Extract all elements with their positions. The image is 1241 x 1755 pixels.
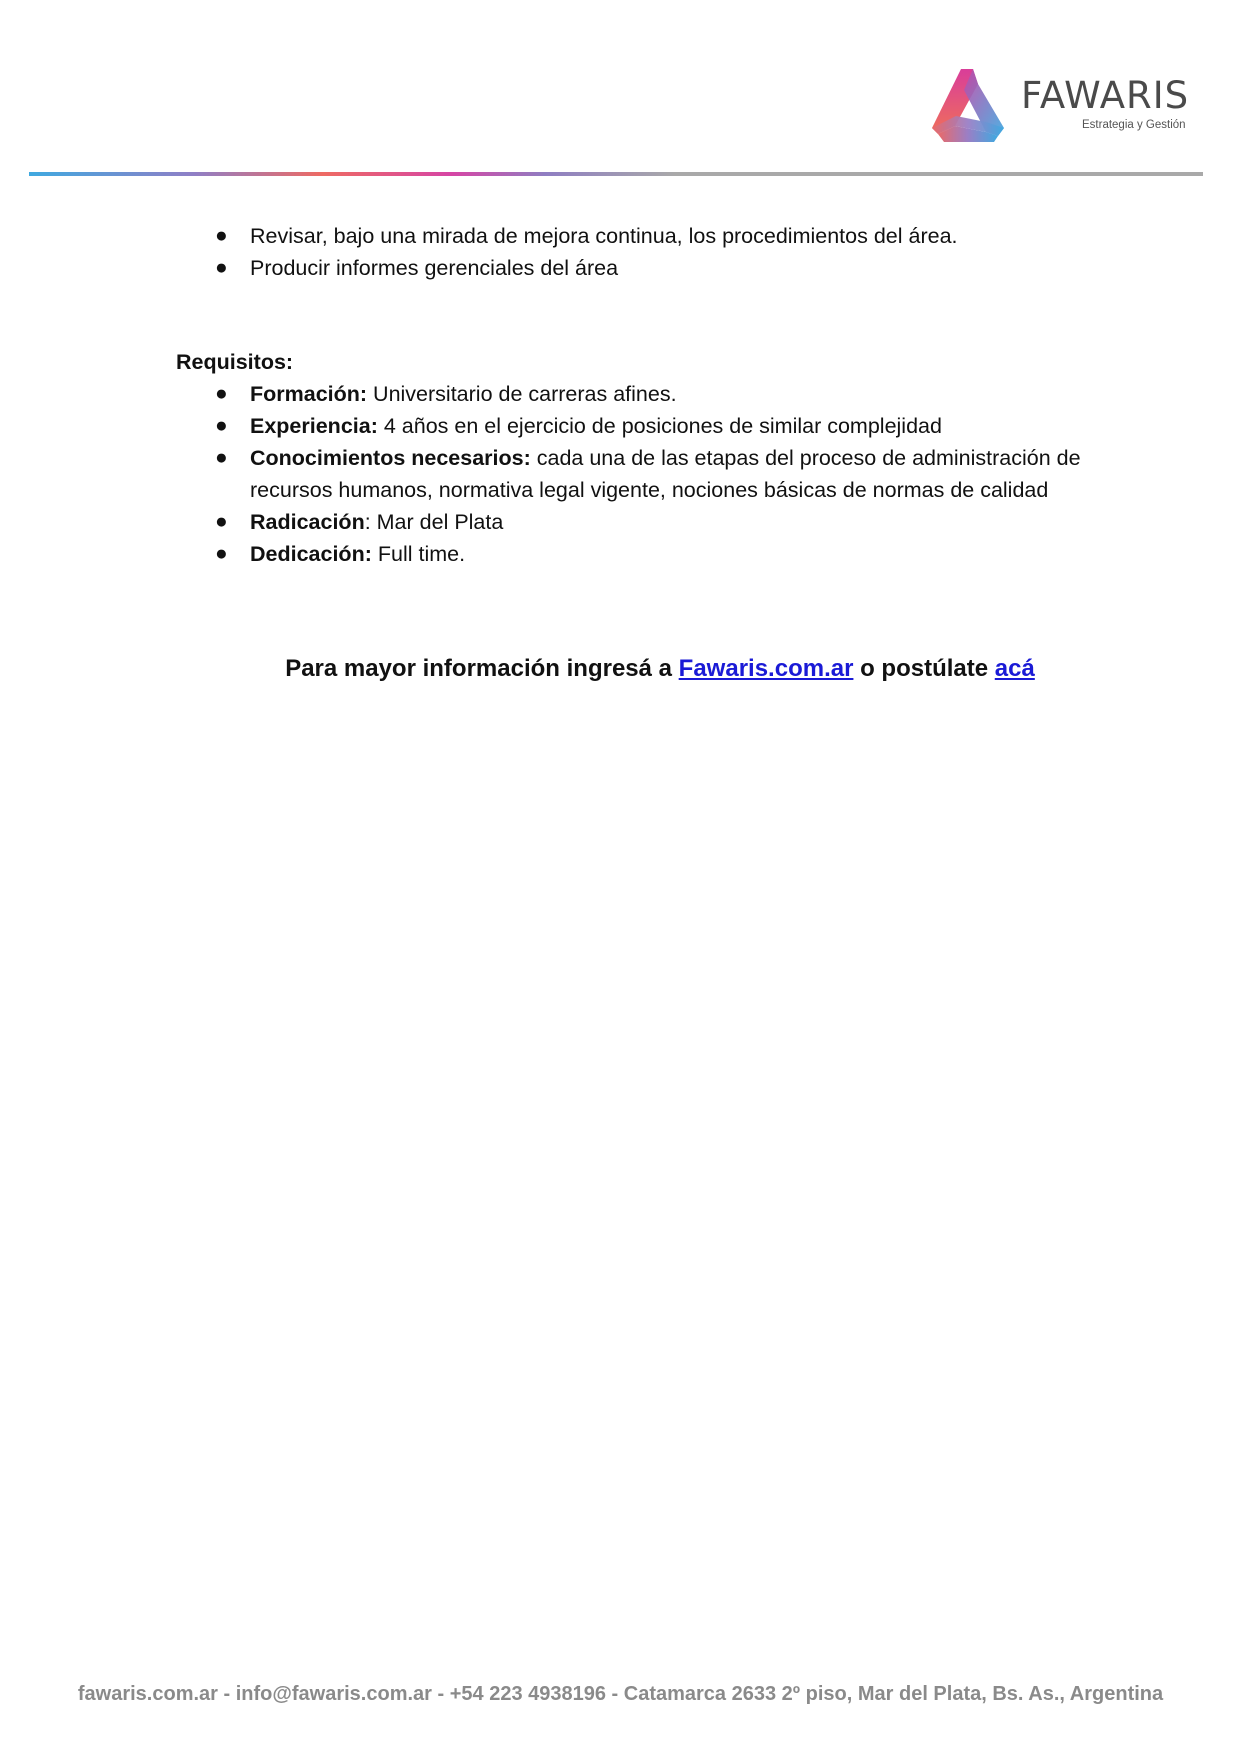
fawaris-logo <box>928 66 1198 146</box>
requirement-label: Formación: <box>250 382 368 406</box>
bullet-icon: ● <box>215 382 228 405</box>
requirement-value: Full time. <box>371 542 466 566</box>
requirement-conocimientos <box>176 442 1156 506</box>
cta-middle: o postúlate <box>853 655 995 682</box>
apply-here-link[interactable]: acá <box>994 655 1035 682</box>
cta-prefix: Para mayor información ingresá a <box>285 655 679 682</box>
bullet-icon: ● <box>215 256 228 279</box>
list-item-text: Revisar, bajo una mirada de mejora continua, los procedimientos del área. <box>250 224 958 248</box>
fawaris-website-link[interactable]: Fawaris.com.ar <box>678 655 854 682</box>
requirement-label: Dedicación: <box>250 542 372 566</box>
document-body <box>176 220 1156 570</box>
requirement-radicacion <box>176 506 1156 538</box>
requirement-value: cada una de las etapas del proceso de administración de recursos humanos, normativa legal vigente, nociones básicas de normas de calidad <box>250 446 1081 502</box>
requirement-value: : Mar del Plata <box>364 510 504 534</box>
requirement-dedicacion <box>176 538 1156 570</box>
list-item-text: Producir informes gerenciales del área <box>250 256 619 280</box>
requirement-value: Universitario de carreras afines. <box>367 382 677 406</box>
requirement-label: Conocimientos necesarios: <box>250 446 531 470</box>
list-item <box>176 220 1156 252</box>
requirement-formacion <box>176 378 1156 410</box>
page-footer: fawaris.com.ar - info@fawaris.com.ar - +54 223 4938196 - Catamarca 2633 2º piso, Mar del Plata, Bs. As., Argentina <box>77 1683 1164 1705</box>
bullet-icon: ● <box>215 224 228 247</box>
page-header <box>0 0 1241 180</box>
requirement-label: Radicación <box>250 510 365 534</box>
list-item <box>176 252 1156 284</box>
bullet-icon: ● <box>215 542 228 565</box>
bullet-icon: ● <box>215 510 228 533</box>
logo-tagline: Estrategia y Gestión <box>1082 119 1186 131</box>
requirements-heading: Requisitos: <box>176 350 294 374</box>
bullet-icon: ● <box>215 446 228 469</box>
header-divider <box>29 172 1203 176</box>
fawaris-logo-mark-icon <box>928 66 1010 144</box>
call-to-action <box>0 652 1241 686</box>
requirement-experiencia <box>176 410 1156 442</box>
requirement-value: 4 años en el ejercicio de posiciones de similar complejidad <box>377 414 942 438</box>
responsibilities-list <box>176 220 1156 284</box>
bullet-icon: ● <box>215 414 228 437</box>
requirement-label: Experiencia: <box>250 414 378 438</box>
logo-wordmark: FAWARIS <box>1021 74 1190 117</box>
requirements-list <box>176 378 1156 570</box>
